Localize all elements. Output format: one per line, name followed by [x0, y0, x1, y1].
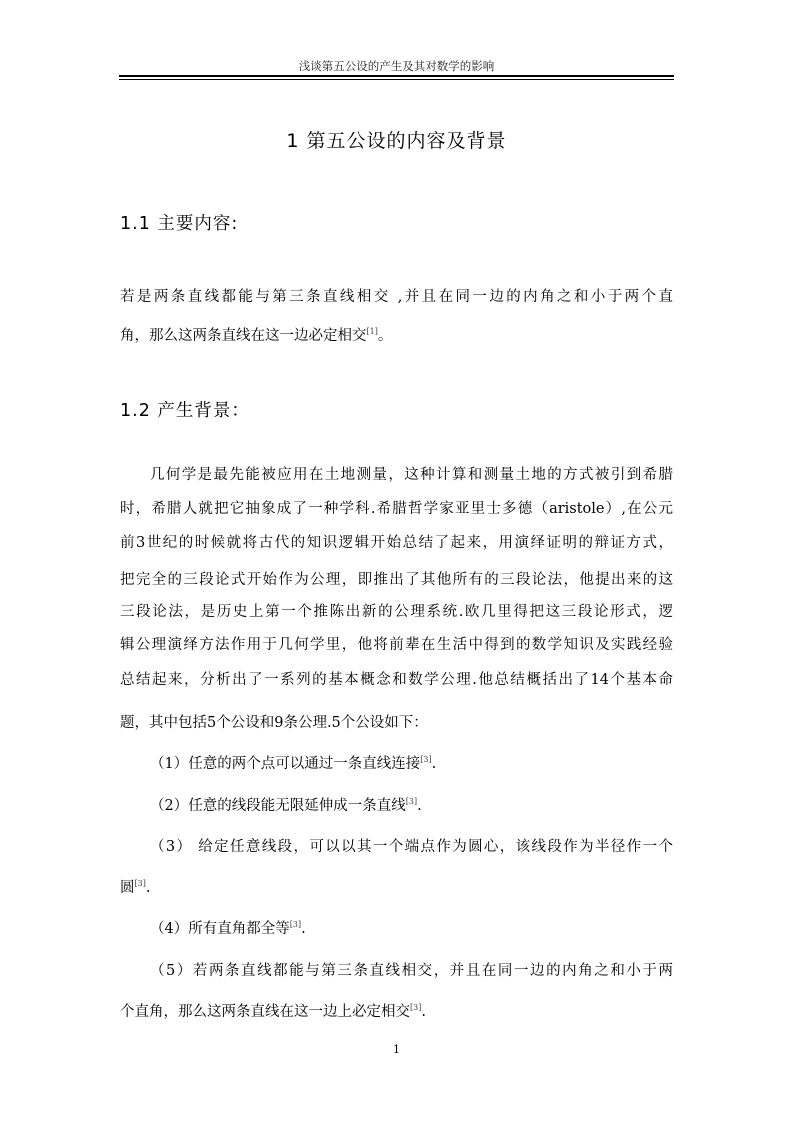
paragraph-line: 三段论法，是历史上第一个推陈出新的公理系统.欧几里得把这三段论形式，逻 — [120, 604, 673, 620]
paragraph-line: 时，希腊人就把它抽象成了一种学科.希腊哲学家亚里士多德（aristole）,在公元 — [120, 501, 673, 517]
paragraph-line: 角，那么这两条直线在这一边必定相交[1]。 — [120, 327, 393, 344]
postulate-item: （5）若两条直线都能与第三条直线相交，并且在同一边的内角之和小于两 — [150, 963, 673, 979]
paragraph-line: 前3世纪的时候就将古代的知识逻辑开始总结了起来，用演绎证明的辩证方式， — [120, 535, 673, 551]
chapter-title: 1 第五公设的内容及背景 — [286, 130, 507, 152]
paragraph-line: 几何学是最先能被应用在土地测量，这种计算和测量土地的方式被引到希腊 — [150, 467, 673, 483]
paragraph-line: 题，其中包括5个公设和9条公理.5个公设如下： — [120, 715, 428, 731]
page-number: 1 — [393, 1043, 400, 1056]
paragraph-line: 辑公理演绎方法作用于几何学里，他将前辈在生活中得到的数学知识及实践经验 — [120, 637, 673, 653]
paragraph-line: 把完全的三段论式开始作为公理，即推出了其他所有的三段论法，他提出来的这 — [120, 572, 673, 588]
citation-ref: [3] — [410, 1003, 422, 1013]
citation-ref: [3] — [420, 755, 432, 765]
citation-ref: [3] — [405, 797, 418, 807]
header-rule — [119, 75, 674, 77]
running-header: 浅谈第五公设的产生及其对数学的影响 — [298, 59, 495, 73]
postulate-item: （2）任意的线段能无限延伸成一条直线[3]. — [150, 797, 422, 814]
postulate-continuation: 个直角，那么这两条直线在这一边上必定相交[3]. — [120, 1003, 426, 1020]
section-title-1-2: 1.2 产生背景： — [120, 401, 250, 421]
citation-ref: [1] — [366, 327, 378, 337]
section-title-1-1: 1.1 主要内容: — [120, 214, 239, 234]
postulate-continuation: 圆[3]. — [120, 879, 151, 896]
paragraph-line: 若是两条直线都能与第三条直线相交 ,并且在同一边的内角之和小于两个直 — [120, 289, 673, 305]
citation-ref: [3] — [134, 879, 146, 889]
header-rule-thin — [119, 79, 674, 80]
postulate-item: （4）所有直角都全等[3]. — [150, 920, 306, 937]
paragraph-line: 总结起来，分析出了一系列的基本概念和数学公理.他总结概括出了14个基本命 — [120, 672, 673, 688]
postulate-item: （3） 给定任意线段，可以以其一个端点作为圆心，该线段作为半径作一个 — [150, 839, 673, 855]
postulate-item: （1）任意的两个点可以通过一条直线连接[3]. — [150, 755, 437, 772]
citation-ref: [3] — [289, 920, 302, 930]
